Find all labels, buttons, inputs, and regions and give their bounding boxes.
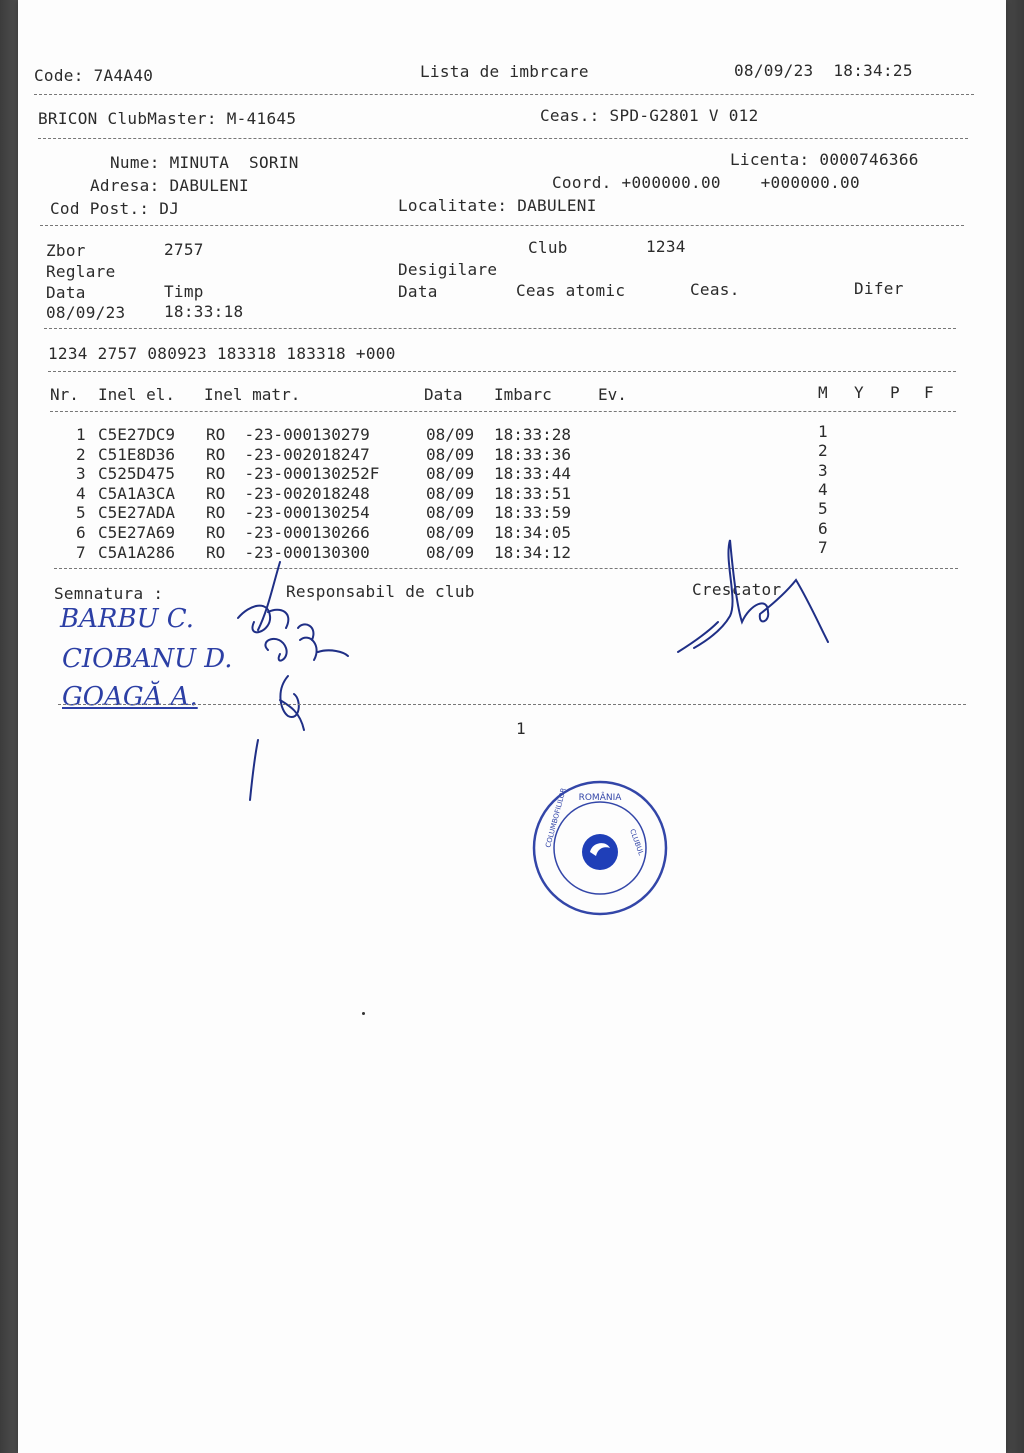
row-boarding-time: 18:33:59 [494,503,572,523]
unsealing-label: Desigilare [398,260,498,279]
row-number: 1 [76,425,86,444]
ring-number: RO -23-000130300 [206,542,370,562]
col-electronic-ring: Inel el. [98,385,176,404]
svg-text:COLUMBOFILILOR: COLUMBOFILILOR [544,787,568,849]
row-number: 5 [76,503,86,523]
club-stamp [530,778,670,918]
flight-number: 2757 [164,240,204,259]
clubmaster-label: BRICON ClubMaster: M-41645 [38,109,297,128]
flight-label: Zbor [46,241,86,260]
col-m: M [818,383,828,402]
clock-model: Ceas.: SPD-G2801 V 012 [540,106,759,125]
signature-label: Semnatura : [54,584,164,603]
atomic-clock-header: Ceas atomic [516,281,626,300]
electronic-ring: C5E27ADA [98,503,176,523]
row-date: 08/09 [426,542,475,562]
setting-label: Reglare [46,262,116,281]
page-number: 1 [516,719,526,738]
row-number: 6 [76,523,86,542]
club-number: 1234 [646,237,686,256]
stamp-text: ROMÂNIA [578,793,622,803]
row-boarding-time: 18:34:12 [494,542,572,562]
electronic-ring: C51E8D36 [98,444,176,464]
ring-number: RO -23-002018248 [206,483,370,503]
date-header: Data [46,283,86,302]
coordinates: Coord. +000000.00 +000000.00 [552,173,860,192]
row-boarding-time: 18:33:51 [494,483,572,503]
setting-date: 08/09/23 [46,303,126,322]
electronic-ring: C5A1A3CA [98,483,176,503]
row-boarding-time: 18:33:36 [494,444,572,464]
time-header: Timp [164,282,204,301]
row-m-index: 1 [818,422,828,441]
ring-number: RO -23-000130254 [206,503,370,523]
col-boarding: Imbarc [494,385,552,404]
signature-scribbles [18,0,1006,820]
row-date: 08/09 [426,464,475,484]
col-ring-number: Inel matr. [204,385,301,404]
row-date: 08/09 [426,444,475,464]
electronic-ring: C5A1A286 [98,542,176,562]
handwritten-name-1: BARBU C. [60,604,194,634]
col-nr: Nr. [50,385,79,404]
owner-address: Adresa: DABULENI [90,176,249,195]
row-number: 2 [76,444,86,464]
divider [58,704,966,705]
col-event: Ev. [598,385,627,404]
unseal-date-header: Data [398,282,438,301]
speck [362,1012,365,1015]
license-number: Licenta: 0000746366 [730,150,919,169]
svg-text:CLUBUL: CLUBUL [628,827,646,857]
row-date: 08/09 [426,483,475,503]
col-f: F [924,383,934,402]
row-date: 08/09 [426,503,475,523]
electronic-ring: C5E27A69 [98,523,176,542]
locality: Localitate: DABULENI [398,196,597,215]
handwritten-name-3: GOAGĂ A. [62,682,198,712]
row-m-index: 4 [818,479,828,499]
postal-code: Cod Post.: DJ [50,199,180,218]
print-datetime: 08/09/23 18:34:25 [734,61,913,80]
row-number: 3 [76,464,86,484]
row-number: 4 [76,483,86,503]
flight-code-line: 1234 2757 080923 183318 183318 +000 [48,344,396,363]
ring-number: RO -23-002018247 [206,444,370,464]
col-date: Data [424,385,463,404]
row-date: 08/09 [426,523,475,542]
row-number: 7 [76,542,86,562]
row-m-index: 6 [818,518,828,538]
col-p: P [890,383,900,402]
setting-time: 18:33:18 [164,302,244,321]
breeder-label: Crescator [692,580,782,599]
row-m-index: 2 [818,441,828,461]
col-y: Y [854,383,864,402]
ring-number: RO -23-000130279 [206,425,370,444]
electronic-ring: C525D475 [98,464,176,484]
row-boarding-time: 18:33:44 [494,464,572,484]
printed-sheet [18,0,1006,1453]
club-responsible-label: Responsabil de club [286,582,475,601]
row-boarding-time: 18:34:05 [494,523,572,542]
electronic-ring: C5E27DC9 [98,425,176,444]
handwritten-name-2: CIOBANU D. [62,644,233,674]
row-m-index: 7 [818,537,828,557]
ring-number: RO -23-000130252F [206,464,380,484]
owner-name: Nume: MINUTA SORIN [110,153,299,172]
club-label: Club [528,238,568,257]
document-title: Lista de imbrcare [420,62,589,81]
row-date: 08/09 [426,425,475,444]
code-label: Code: 7A4A40 [34,66,154,85]
clock-header: Ceas. [690,280,740,299]
difference-header: Difer [854,279,904,298]
ring-number: RO -23-000130266 [206,523,370,542]
row-m-index: 5 [818,499,828,519]
row-boarding-time: 18:33:28 [494,425,572,444]
row-m-index: 3 [818,460,828,480]
